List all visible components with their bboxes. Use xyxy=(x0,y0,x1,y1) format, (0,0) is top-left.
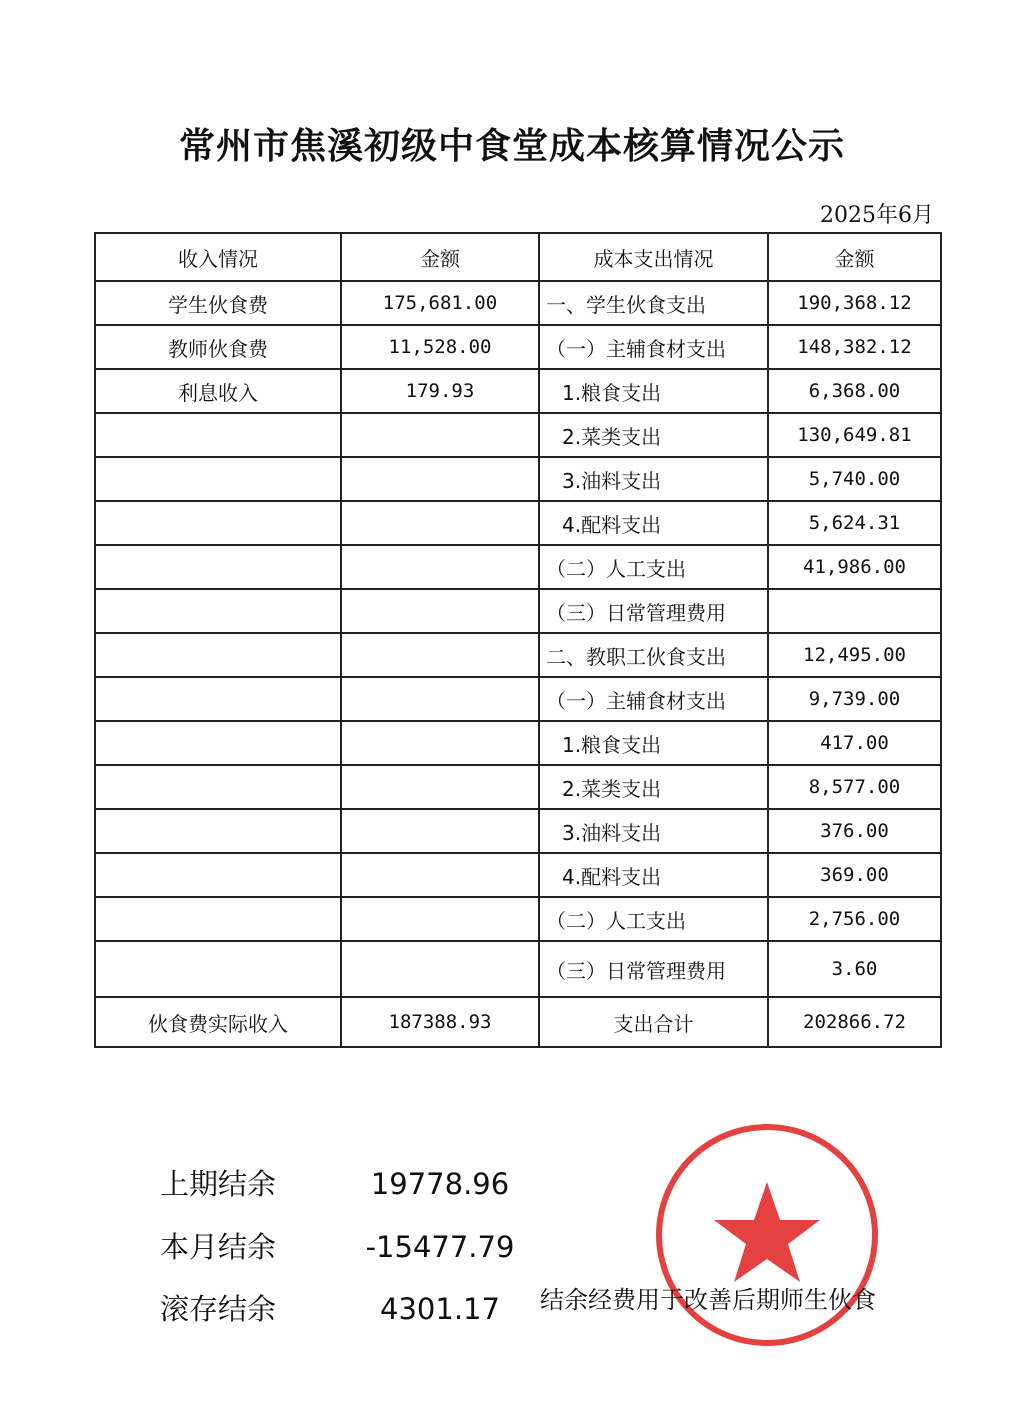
summary-prev-value: 19778.96 xyxy=(370,1167,510,1201)
income-label xyxy=(95,853,341,897)
header-expense-amount: 金额 xyxy=(768,233,941,281)
expense-label: （三）日常管理费用 xyxy=(539,589,768,633)
expense-amount: 190,368.12 xyxy=(768,281,941,325)
income-amount xyxy=(341,765,539,809)
summary-month-label: 本月结余 xyxy=(160,1230,277,1264)
expense-label: 2.菜类支出 xyxy=(539,765,768,809)
table-row xyxy=(95,677,941,721)
income-amount xyxy=(341,721,539,765)
expense-label: 一、学生伙食支出 xyxy=(539,281,768,325)
expense-amount: 8,577.00 xyxy=(768,765,941,809)
table-row xyxy=(95,413,941,457)
expense-label: （三）日常管理费用 xyxy=(539,941,768,997)
total-income-label: 伙食费实际收入 xyxy=(95,997,341,1047)
cost-table xyxy=(94,232,942,1048)
expense-amount: 376.00 xyxy=(768,809,941,853)
expense-label: （一）主辅食材支出 xyxy=(539,677,768,721)
summary-rolling-label: 滚存结余 xyxy=(160,1292,277,1326)
income-label xyxy=(95,457,341,501)
income-amount xyxy=(341,545,539,589)
expense-amount: 9,739.00 xyxy=(768,677,941,721)
table-row xyxy=(95,325,941,369)
expense-amount: 41,986.00 xyxy=(768,545,941,589)
table-row xyxy=(95,589,941,633)
income-label xyxy=(95,501,341,545)
income-label: 学生伙食费 xyxy=(95,281,341,325)
income-amount xyxy=(341,589,539,633)
table-row xyxy=(95,633,941,677)
summary-prev-label: 上期结余 xyxy=(160,1167,277,1201)
income-label xyxy=(95,589,341,633)
income-amount: 11,528.00 xyxy=(341,325,539,369)
income-amount xyxy=(341,809,539,853)
expense-label: 3.油料支出 xyxy=(539,809,768,853)
income-amount: 175,681.00 xyxy=(341,281,539,325)
summary-month xyxy=(160,1225,520,1266)
income-label xyxy=(95,941,341,997)
header-income-amount: 金额 xyxy=(341,233,539,281)
income-amount xyxy=(341,677,539,721)
income-label xyxy=(95,545,341,589)
expense-label: （二）人工支出 xyxy=(539,897,768,941)
expense-label: 2.菜类支出 xyxy=(539,413,768,457)
total-income-amount: 187388.93 xyxy=(341,997,539,1047)
income-amount xyxy=(341,853,539,897)
income-label: 利息收入 xyxy=(95,369,341,413)
table-row xyxy=(95,897,941,941)
summary-prev xyxy=(160,1162,520,1203)
table-row xyxy=(95,721,941,765)
income-label xyxy=(95,721,341,765)
table-row xyxy=(95,765,941,809)
income-amount xyxy=(341,941,539,997)
income-amount xyxy=(341,413,539,457)
expense-amount: 130,649.81 xyxy=(768,413,941,457)
summary-month-value: -15477.79 xyxy=(365,1230,515,1264)
table-row xyxy=(95,281,941,325)
page-title: 常州市焦溪初级中食堂成本核算情况公示 xyxy=(178,126,845,167)
income-label xyxy=(95,413,341,457)
table-row xyxy=(95,369,941,413)
income-label xyxy=(95,809,341,853)
expense-label: （一）主辅食材支出 xyxy=(539,325,768,369)
expense-label: 二、教职工伙食支出 xyxy=(539,633,768,677)
table-row xyxy=(95,941,941,997)
expense-label: 1.粮食支出 xyxy=(539,721,768,765)
report-date: 2025年6月 xyxy=(820,203,934,228)
income-label xyxy=(95,897,341,941)
income-label xyxy=(95,677,341,721)
table-row xyxy=(95,809,941,853)
total-expense-amount: 202866.72 xyxy=(768,997,941,1047)
expense-label: （二）人工支出 xyxy=(539,545,768,589)
total-expense-label: 支出合计 xyxy=(539,997,768,1047)
table-row xyxy=(95,853,941,897)
expense-amount: 5,740.00 xyxy=(768,457,941,501)
table-row xyxy=(95,545,941,589)
expense-amount: 5,624.31 xyxy=(768,501,941,545)
table-row xyxy=(95,501,941,545)
official-seal-icon xyxy=(652,1120,882,1350)
income-amount: 179.93 xyxy=(341,369,539,413)
expense-amount: 12,495.00 xyxy=(768,633,941,677)
expense-label: 3.油料支出 xyxy=(539,457,768,501)
total-row xyxy=(95,997,941,1047)
summary-rolling xyxy=(160,1287,520,1328)
expense-amount: 148,382.12 xyxy=(768,325,941,369)
summary-rolling-value: 4301.17 xyxy=(380,1292,500,1326)
income-amount xyxy=(341,633,539,677)
header-expense: 成本支出情况 xyxy=(539,233,768,281)
expense-amount: 417.00 xyxy=(768,721,941,765)
expense-amount: 3.60 xyxy=(768,941,941,997)
income-amount xyxy=(341,457,539,501)
table-header-row xyxy=(95,233,941,281)
table-row xyxy=(95,457,941,501)
expense-amount: 6,368.00 xyxy=(768,369,941,413)
expense-amount: 2,756.00 xyxy=(768,897,941,941)
surplus-note: 结余经费用于改善后期师生伙食 xyxy=(540,1286,876,1314)
income-amount xyxy=(341,501,539,545)
expense-label: 4.配料支出 xyxy=(539,501,768,545)
income-label xyxy=(95,765,341,809)
income-label xyxy=(95,633,341,677)
income-label: 教师伙食费 xyxy=(95,325,341,369)
expense-amount: 369.00 xyxy=(768,853,941,897)
income-amount xyxy=(341,897,539,941)
header-income: 收入情况 xyxy=(95,233,341,281)
expense-label: 1.粮食支出 xyxy=(539,369,768,413)
expense-label: 4.配料支出 xyxy=(539,853,768,897)
expense-amount xyxy=(768,589,941,633)
